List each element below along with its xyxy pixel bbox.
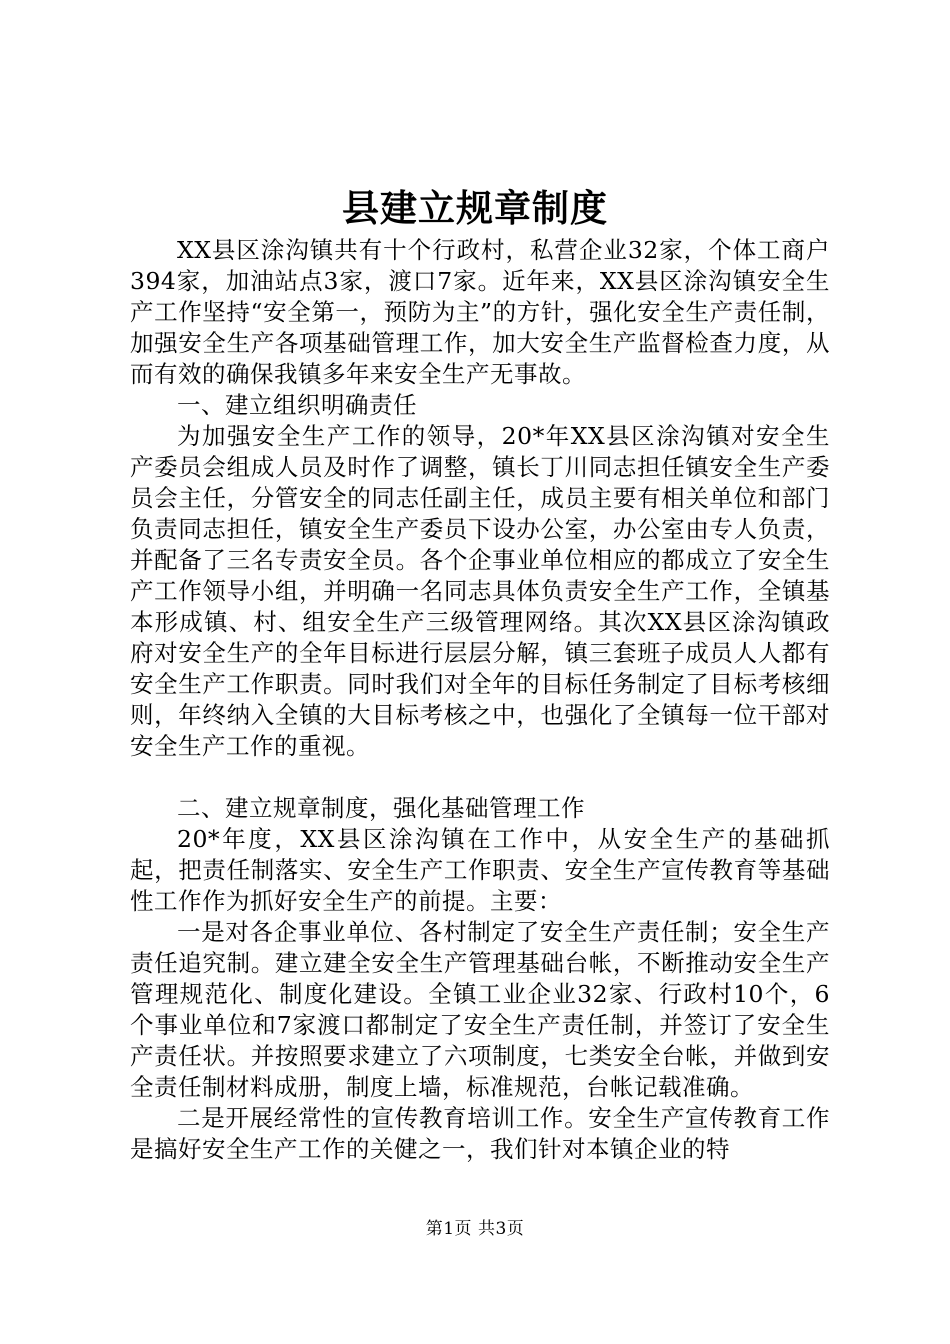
page-number-footer: 第1页 共3页 xyxy=(425,1219,525,1239)
document-body xyxy=(130,235,830,1165)
section-heading-2: 二、建立规章制度，强化基础管理工作 xyxy=(177,794,585,822)
section-1-paragraph: 为加强安全生产工作的领导，20*年XX县区涂沟镇对安全生产委员会组成人员及时作了调整，镇长丁川同志担任镇安全生产委员会主任，分管安全的同志任副主任，成员主要有相关单位和部门负责同志担任，镇安全生产委员下设办公室，办公室由专人负责，并配备了三名专责安全员。各个企事业单位相应的都成立了安全生产工作领导小组，并明确一名同志具体负责安全生产工作，全镇基本形成镇、村、组安全生产三级管理网络。其次XX县区涂沟镇政府对安全生产的全年目标进行层层分解，镇三套班子成员人人都有安全生产工作职责。同时我们对全年的目标任务制定了目标考核细则，年终纳入全镇的大目标考核之中，也强化了全镇每一位干部对安全生产工作的重视。 xyxy=(130,422,830,760)
intro-paragraph: XX县区涂沟镇共有十个行政村，私营企业32家，个体工商户394家，加油站点3家，渡口7家。近年来，XX县区涂沟镇安全生产工作坚持“安全第一，预防为主”的方针，强化安全生产责任制，加强安全生产各项基础管理工作，加大安全生产监督检查力度，从而有效的确保我镇多年来安全生产无事故。 xyxy=(130,236,830,388)
paragraph-spacer xyxy=(130,762,830,793)
section-2-paragraph: 20*年度，XX县区涂沟镇在工作中，从安全生产的基础抓起，把责任制落实、安全生产工作职责、安全生产宣传教育等基础性工作作为抓好安全生产的前提。主要： xyxy=(130,825,830,915)
document-title: 县建立规章制度 xyxy=(342,186,608,230)
section-2-item-2-paragraph: 二是开展经常性的宣传教育培训工作。安全生产宣传教育工作是搞好安全生产工作的关健之一，我们针对本镇企业的特 xyxy=(130,1104,830,1163)
section-2-item-1-paragraph: 一是对各企事业单位、各村制定了安全生产责任制；安全生产责任追究制。建立建全安全生产管理基础台帐，不断推动安全生产管理规范化、制度化建设。全镇工业企业32家、行政村10个，6个事业单位和7家渡口都制定了安全生产责任制，并签订了安全生产责任状。并按照要求建立了六项制度，七类安全台帐，并做到安全责任制材料成册，制度上墙，标准规范，台帐记载准确。 xyxy=(130,918,830,1101)
section-heading-1: 一、建立组织明确责任 xyxy=(177,391,417,419)
